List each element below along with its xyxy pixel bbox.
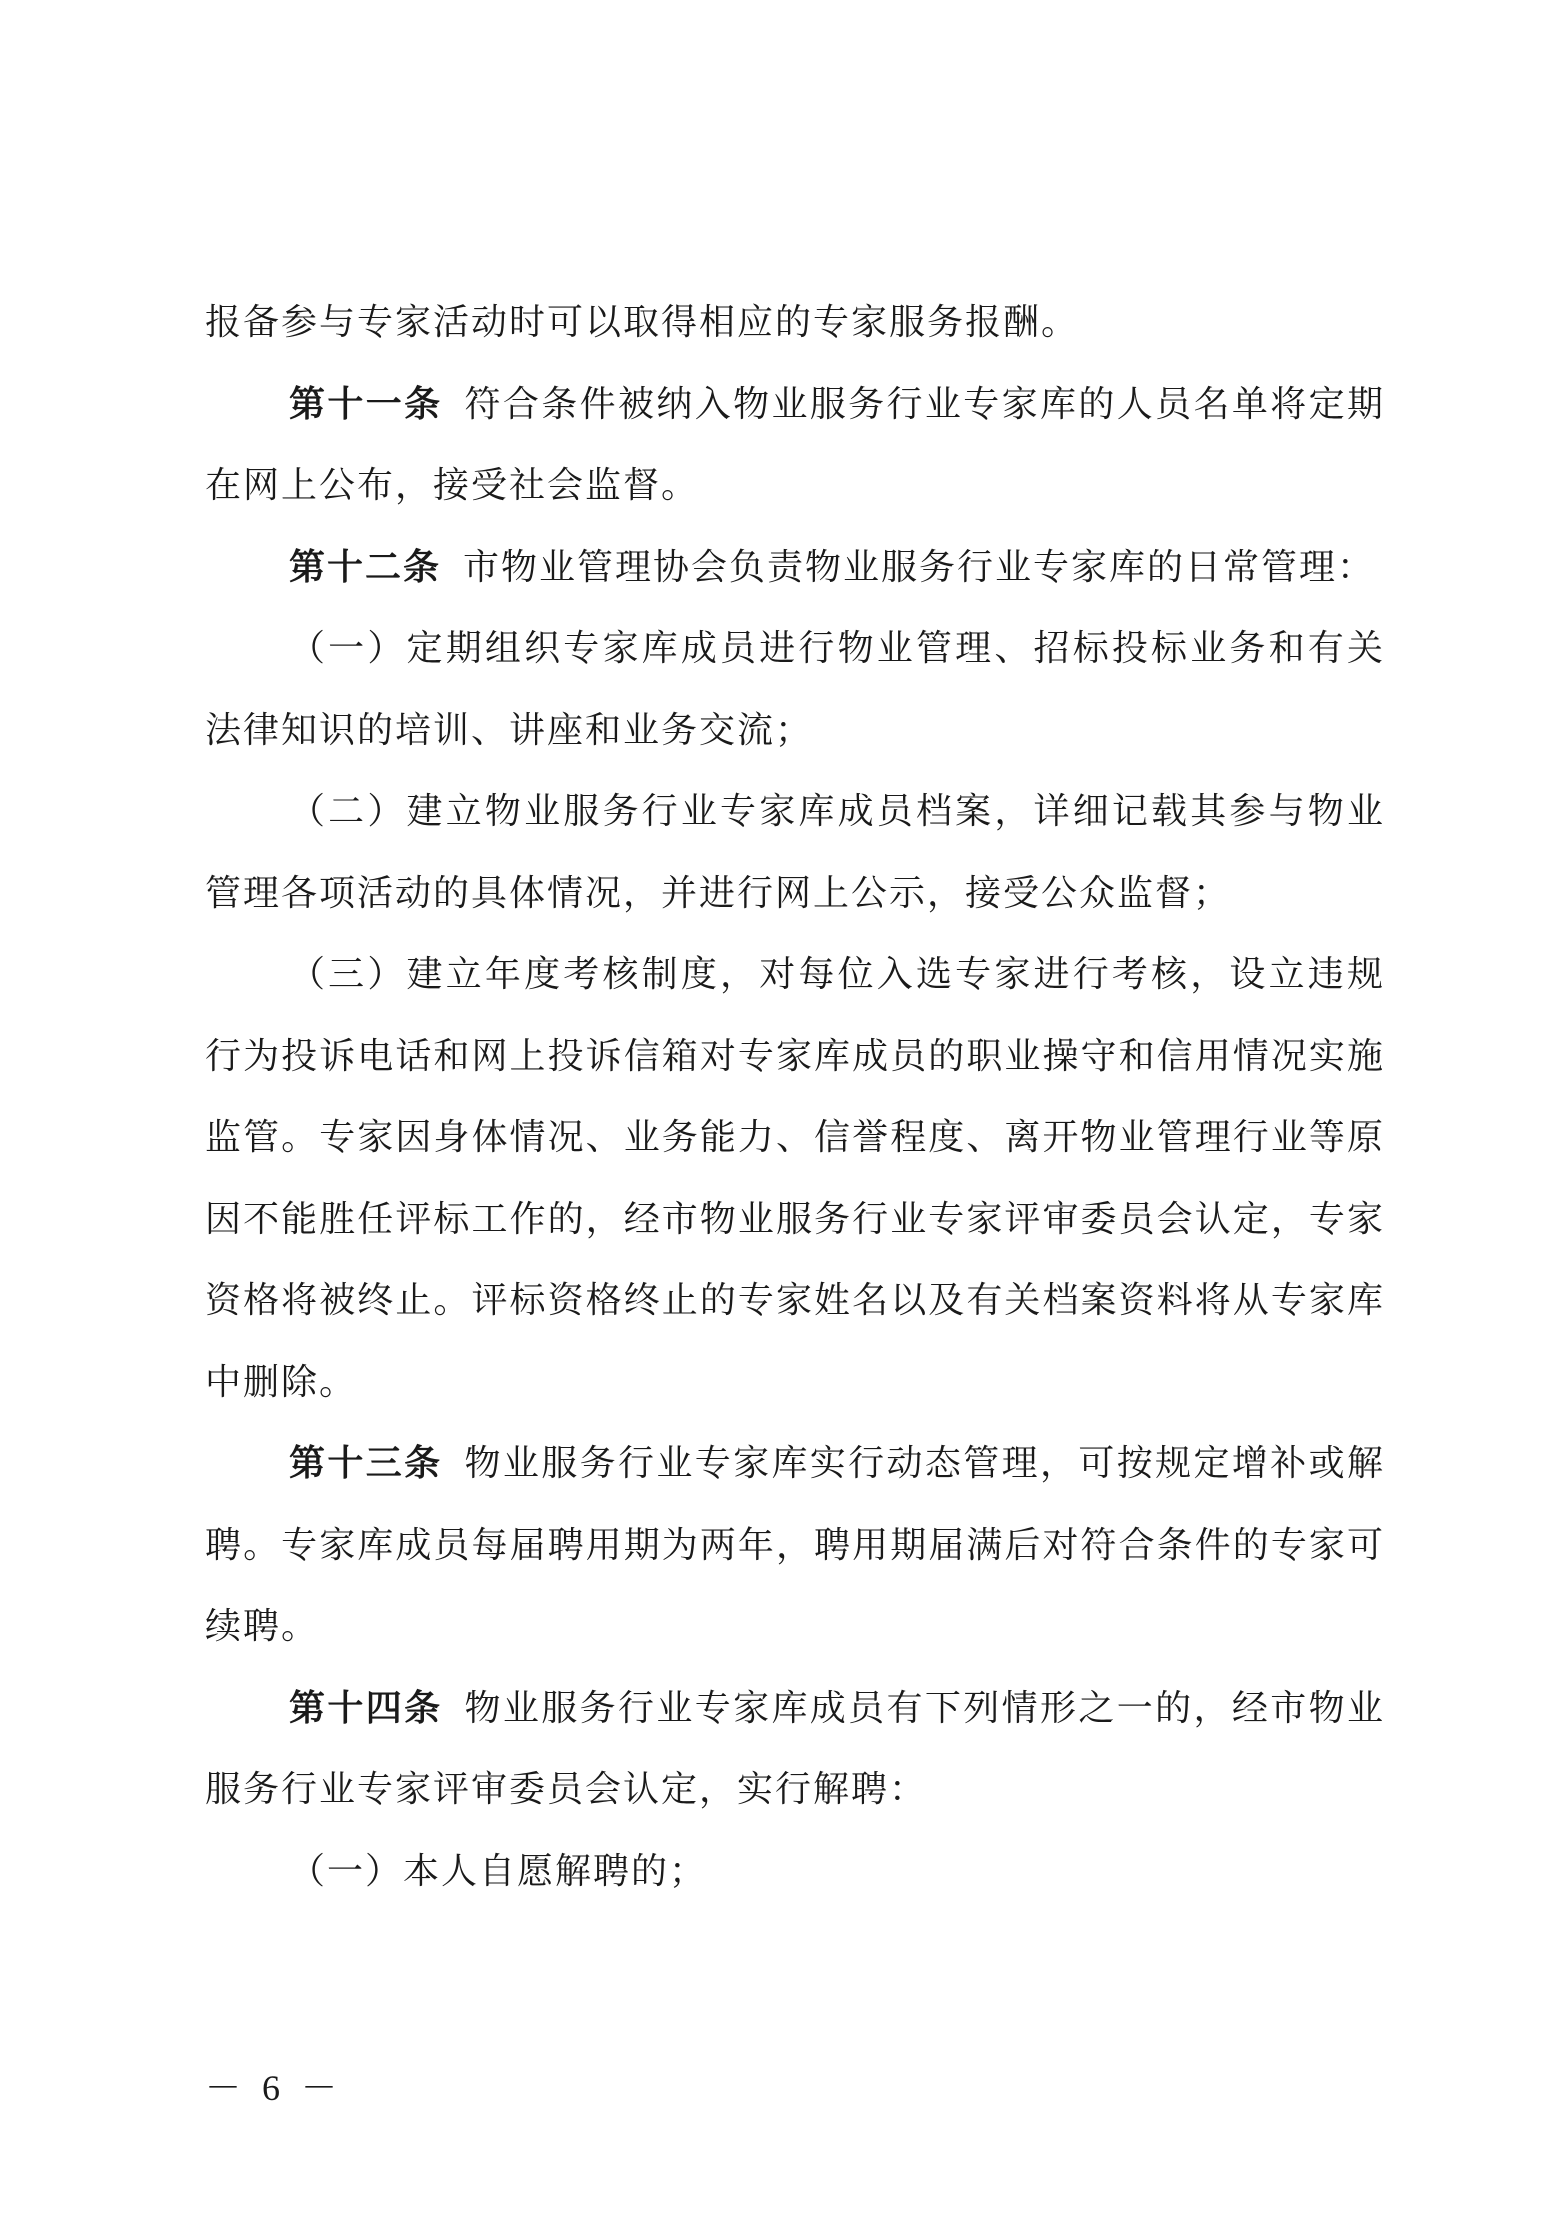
article-number: 第十三条 <box>289 1443 443 1484</box>
paragraph-text: （一）定期组织专家库成员进行物业管理、招标投标业务和有关法律知识的培训、讲座和业务交流； <box>205 628 1385 751</box>
article-13 <box>205 1423 1385 1668</box>
article-number: 第十二条 <box>289 546 442 588</box>
article-11 <box>205 364 1385 527</box>
article-12-item-3 <box>205 934 1385 1423</box>
article-number: 第十一条 <box>289 383 443 425</box>
article-12-item-1 <box>205 608 1385 771</box>
article-12 <box>205 527 1385 609</box>
article-number: 第十四条 <box>289 1687 443 1729</box>
document-body <box>205 282 1385 1912</box>
paragraph-text: 市物业管理协会负责物业服务行业专家库的日常管理： <box>463 546 1376 588</box>
article-14 <box>205 1668 1385 1831</box>
page-number: － 6 － <box>205 2068 344 2108</box>
paragraph-text: 符合条件被纳入物业服务行业专家库的人员名单将定期在网上公布，接受社会监督。 <box>205 383 1385 506</box>
article-12-item-2 <box>205 771 1385 934</box>
paragraph-text: 物业服务行业专家库成员有下列情形之一的，经市物业服务行业专家评审委员会认定，实行解聘： <box>205 1687 1385 1810</box>
paragraph-continuation <box>205 282 1385 364</box>
article-14-item-1 <box>205 1831 1385 1913</box>
paragraph-text: 物业服务行业专家库实行动态管理，可按规定增补或解聘。专家库成员每届聘用期为两年，聘用期届满后对符合条件的专家可续聘。 <box>205 1443 1385 1647</box>
paragraph-text: （一）本人自愿解聘的； <box>289 1850 708 1892</box>
paragraph-text: （三）建立年度考核制度，对每位入选专家进行考核，设立违规行为投诉电话和网上投诉信箱对专家库成员的职业操守和信用情况实施监管。专家因身体情况、业务能力、信誉程度、离开物业管理行业等原因不能胜任评标工作的，经市物业服务行业专家评审委员会认定，专家资格将被终止。评标资格终止的专家姓名以及有关档案资料将从专家库中删除。 <box>205 954 1385 1403</box>
paragraph-text: （二）建立物业服务行业专家库成员档案，详细记载其参与物业管理各项活动的具体情况，并进行网上公示，接受公众监督； <box>205 791 1385 914</box>
paragraph-text: 报备参与专家活动时可以取得相应的专家服务报酬。 <box>205 302 1080 343</box>
